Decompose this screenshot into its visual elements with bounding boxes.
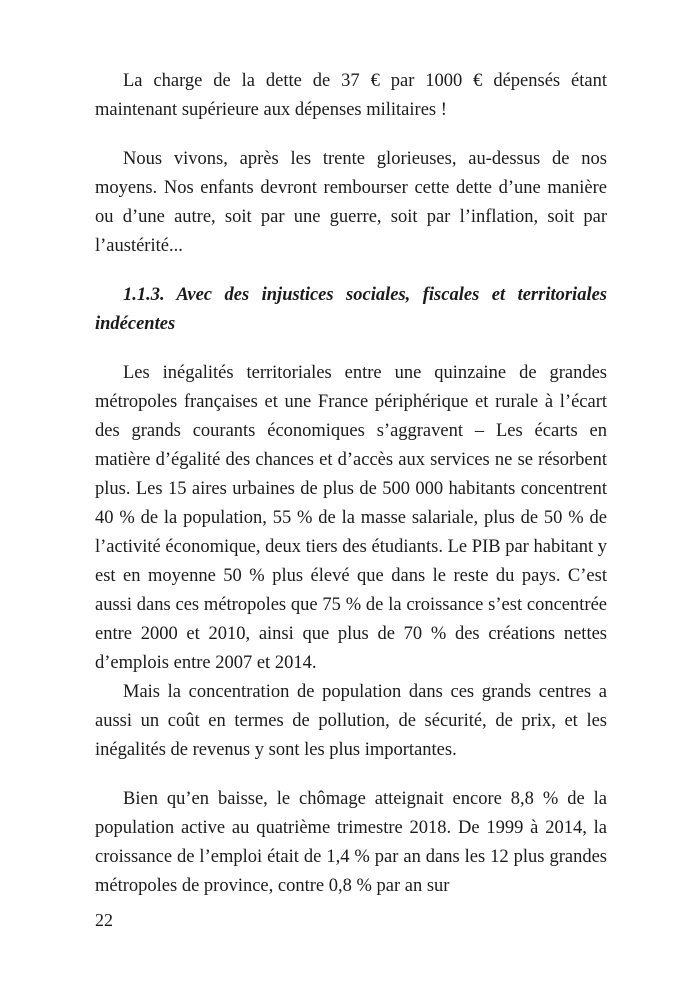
paragraph: Mais la concentration de population dans ces grands centres a aussi un coût en termes de pollution, de sécurité, de prix, et les inégalités de revenus y sont les plus importantes. xyxy=(95,682,607,760)
page-number: 22 xyxy=(95,910,113,930)
paragraph: Bien qu’en baisse, le chômage atteignait encore 8,8 % de la population active au quatrième trimestre 2018. De 1999 à 2014, la croissance de l’emploi était de 1,4 % par an dans les 12 plus grandes métropoles de province, contre 0,8 % par an sur xyxy=(95,789,607,896)
paragraph: La charge de la dette de 37 € par 1000 € dépensés étant maintenant supérieure aux dépenses militaires ! xyxy=(95,71,607,120)
section-heading: 1.1.3. Avec des injustices sociales, fiscales et territoriales indécentes xyxy=(95,285,607,334)
page-content xyxy=(95,67,607,901)
paragraph: Nous vivons, après les trente glorieuses, au-dessus de nos moyens. Nos enfants devront rembourser cette dette d’une manière ou d’une autre, soit par une guerre, soit par l’inflation, soit par l’austérité... xyxy=(95,149,607,256)
paragraph: Les inégalités territoriales entre une quinzaine de grandes métropoles françaises et une France périphérique et rurale à l’écart des grands courants économiques s’aggravent – Les écarts en matière d’égalité des chances et d’accès aux services ne se résorbent plus. Les 15 aires urbaines de plus de 500 000 habitants concentrent 40 % de la population, 55 % de la masse salariale, plus de 50 % de l’activité économique, deux tiers des étudiants. Le PIB par habitant y est en moyenne 50 % plus élevé que dans le reste du pays. C’est aussi dans ces métropoles que 75 % de la croissance s’est concentrée entre 2000 et 2010, ainsi que plus de 70 % des créations nettes d’emplois entre 2007 et 2014. xyxy=(95,363,607,673)
